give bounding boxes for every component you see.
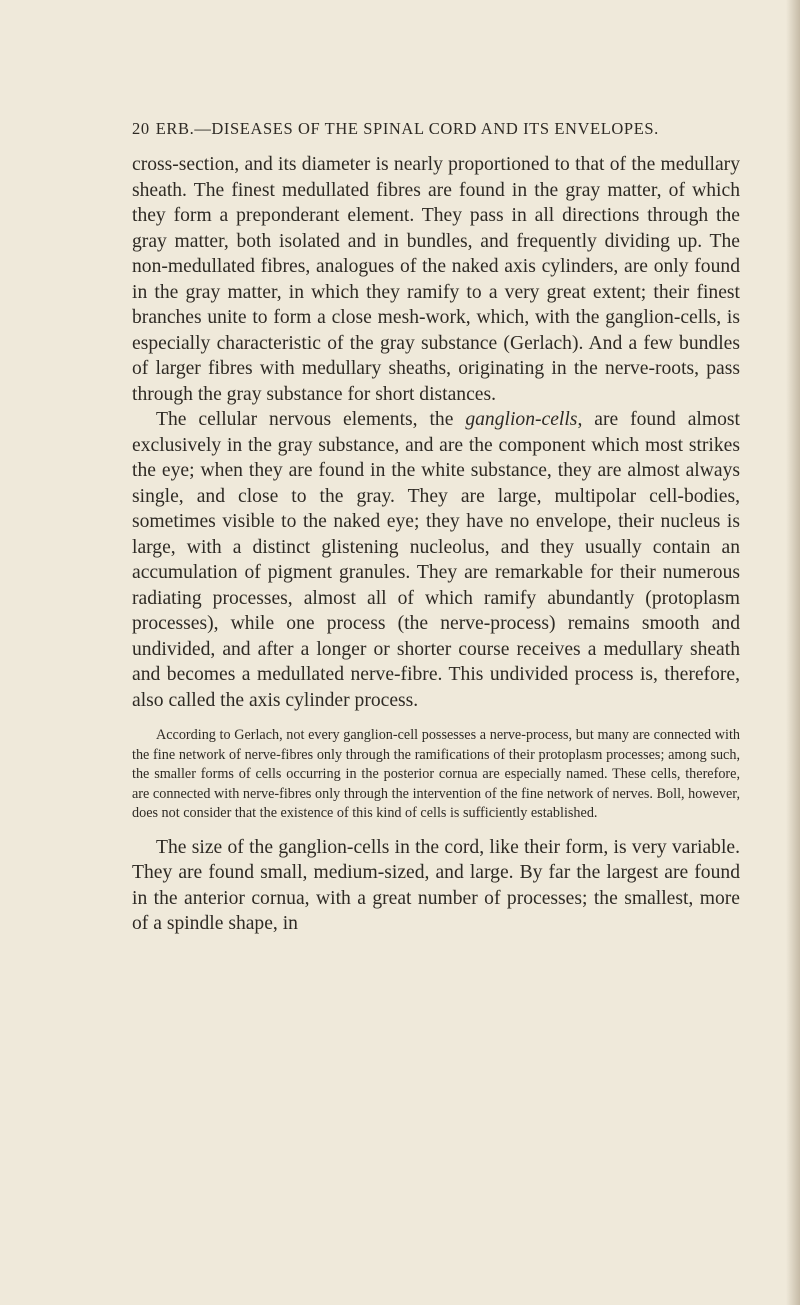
- italic-term: ganglion-cells: [465, 409, 578, 430]
- main-text-continued: [132, 835, 740, 937]
- running-head: [132, 118, 740, 140]
- paragraph-text: , are found almost exclusively in the gray substance, and are the component which most strikes the eye; when they are found in the white substance, they are almost always single, and close to the gray. They are large, multipolar cell-bodies, sometimes visible to the naked eye; they have no envelope, their nucleus is large, with a distinct glistening nucleolus, and they usually contain an accumulation of pigment granules. They are remarkable for their numerous radiating processes, almost all of which ramify abundantly (protoplasm processes), while one process (the nerve-process) remains smooth and undivided, and after a longer or shorter course receives a medullary sheath and becomes a medullated nerve-fibre. This undivided process is, therefore, also called the axis cylinder process.: [132, 409, 740, 711]
- paragraph-cell-size: The size of the ganglion-cells in the cord, like their form, is very variable. They are found small, medium-sized, and large. By far the largest are found in the anterior cornua, with a great number of processes; the smallest, more of a spindle shape, in: [132, 836, 740, 935]
- main-text: [132, 152, 740, 713]
- book-page: [132, 118, 740, 937]
- footnote-block: [132, 726, 740, 824]
- footnote-text: According to Gerlach, not every ganglion-cell possesses a nerve-process, but many are connected with the fine network of nerve-fibres only through the ramifications of their protoplasm processes; among such, the smaller forms of cells occurring in the posterior cornua are especially named. These cells, therefore, are connected with nerve-fibres only through the intervention of the fine network of nerves. Boll, however, does not consider that the existence of this kind of cells is sufficiently established.: [132, 727, 740, 822]
- page-number: 20: [132, 119, 150, 138]
- page-edge-shadow: [786, 0, 800, 1305]
- paragraph-ganglion-cells: [132, 407, 740, 713]
- running-title: ERB.—DISEASES OF THE SPINAL CORD AND ITS ENVELOPES.: [155, 119, 659, 138]
- paragraph-text: The cellular nervous elements, the: [156, 409, 466, 430]
- paragraph-continued: cross-section, and its diameter is nearly proportioned to that of the medullary sheath. The finest medullated fibres are found in the gray matter, of which they form a preponderant element. They pass in all directions through the gray matter, both isolated and in bundles, and frequently dividing up. The non-medullated fibres, analogues of the naked axis cylinders, are only found in the gray matter, in which they ramify to a very great extent; their finest branches unite to form a close mesh-work, which, with the ganglion-cells, is especially characteristic of the gray substance (Gerlach). And a few bundles of larger fibres with medullary sheaths, originating in the nerve-roots, pass through the gray substance for short distances.: [132, 154, 740, 405]
